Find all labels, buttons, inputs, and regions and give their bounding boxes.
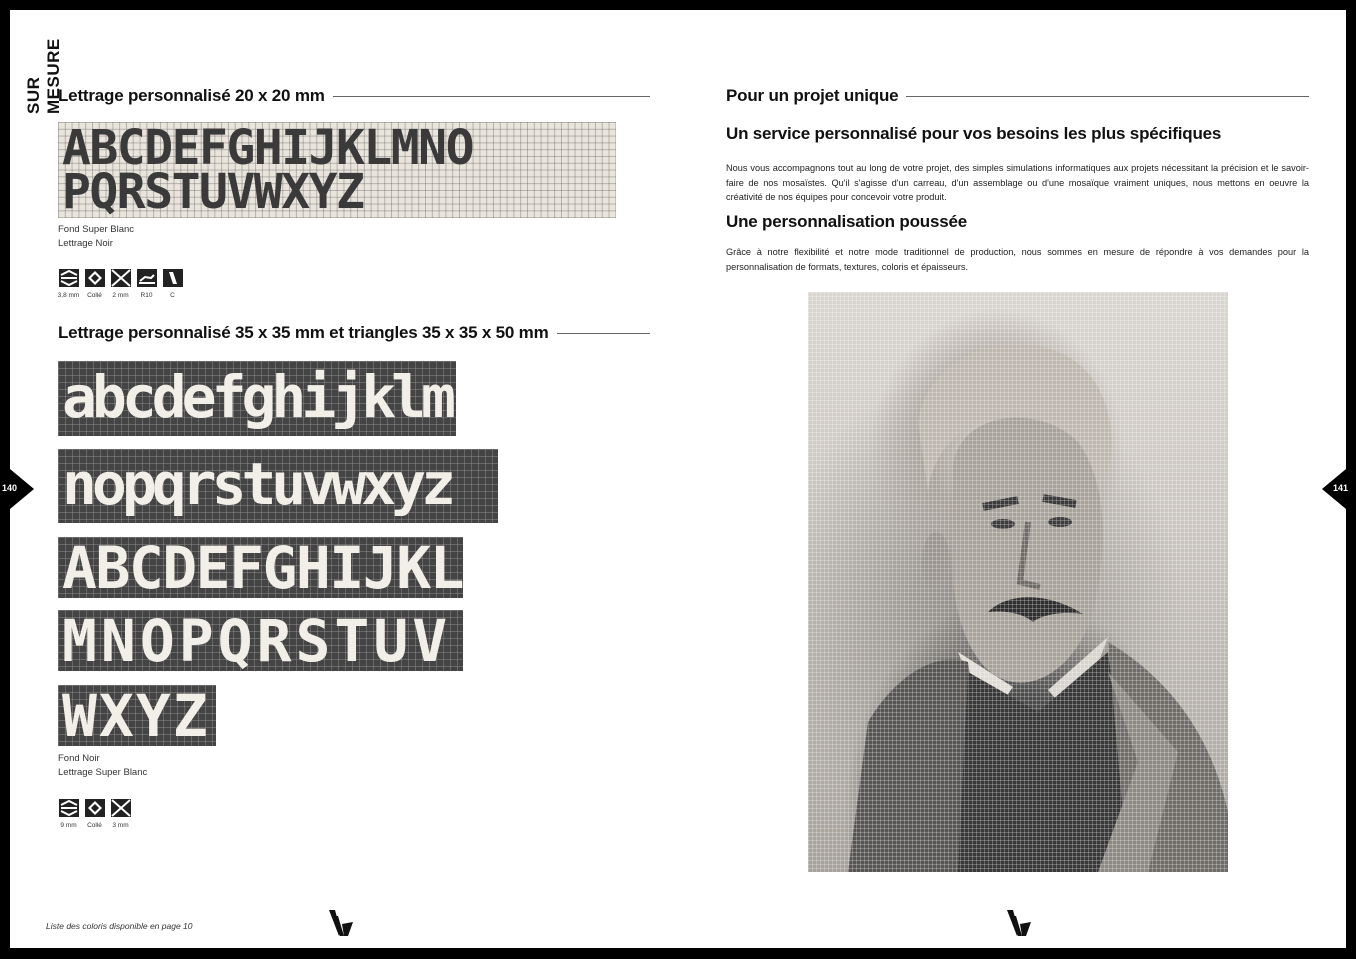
glued-icon: Collé bbox=[84, 269, 105, 299]
section2-heading bbox=[58, 323, 650, 343]
paragraph-service: Nous vous accompagnons tout au long de votre projet, des simples simulations informatiques aux projets nécessitant la précision et le savoir-faire de nos mosaïstes. Qu'il s'agisse d'un carreau, d'un assemblage ou d'une mosaïque vraiment uniques, nous mettons en oeuvre la créativité de nos équipes pour concevoir votre produit. bbox=[726, 163, 1309, 202]
brochure-spread bbox=[2, 10, 1348, 948]
caption-background: Fond Noir bbox=[58, 753, 100, 764]
left-page bbox=[2, 10, 678, 948]
caption-lettering: Lettrage Noir bbox=[58, 238, 113, 249]
mosaic-row: PQRSTUVWXYZ bbox=[62, 164, 364, 218]
mosaic-lowercase-n-z: nopqrstuvwxyz bbox=[58, 449, 498, 523]
heading-rule bbox=[906, 96, 1309, 97]
section1-caption bbox=[58, 223, 134, 251]
subtitle-service: Un service personnalisé pour vos besoins les plus spécifiques bbox=[726, 124, 1222, 143]
page-number: 141 bbox=[1332, 483, 1348, 493]
right-heading bbox=[726, 86, 1309, 106]
section1-title: Lettrage personnalisé 20 x 20 mm bbox=[58, 86, 325, 105]
joint-icon: 2 mm bbox=[110, 269, 131, 299]
frost-icon: C bbox=[162, 269, 183, 299]
paragraph-personalisation: Grâce à notre flexibilité et notre mode traditionnel de production, nous sommes en mesure de répondre à vos demandes pour la personnalisation de formats, textures, coloris et épaisseurs. bbox=[726, 247, 1309, 272]
joint-icon: 3 mm bbox=[110, 799, 131, 829]
mosaic-lowercase-a-m: abcdefghijklm bbox=[58, 361, 456, 436]
section1-icons bbox=[58, 269, 183, 299]
slip-resistance-icon: R10 bbox=[136, 269, 157, 299]
thickness-icon: 9 mm bbox=[58, 799, 79, 829]
page-number: 140 bbox=[2, 483, 18, 493]
thickness-icon: 3,8 mm bbox=[58, 269, 79, 299]
mosaic-portrait bbox=[808, 292, 1228, 872]
mosaic-uppercase-w-z: WXYZ bbox=[58, 685, 216, 746]
section2-caption bbox=[58, 752, 147, 780]
brand-logo bbox=[328, 908, 354, 938]
side-label: SUR MESURE bbox=[24, 38, 63, 114]
glued-icon: Collé bbox=[84, 799, 105, 829]
right-page bbox=[678, 10, 1346, 948]
mosaic-uppercase-a-l: ABCDEFGHIJKL bbox=[58, 537, 463, 598]
section2-title: Lettrage personnalisé 35 x 35 mm et triangles 35 x 35 x 50 mm bbox=[58, 323, 549, 342]
mosaic-row: ABCDEFGHIJKLMNO bbox=[62, 122, 473, 176]
heading-rule bbox=[333, 96, 650, 97]
heading-rule bbox=[557, 333, 651, 334]
portrait-image bbox=[808, 292, 1228, 872]
caption-background: Fond Super Blanc bbox=[58, 224, 135, 235]
mosaic-lettering-20mm bbox=[58, 122, 616, 218]
brand-logo bbox=[1006, 908, 1032, 938]
section1-heading bbox=[58, 86, 650, 106]
right-title: Pour un projet unique bbox=[726, 86, 899, 105]
footer-note: Liste des coloris disponible en page 10 bbox=[46, 921, 193, 931]
caption-lettering: Lettrage Super Blanc bbox=[58, 767, 148, 778]
mosaic-uppercase-m-v: MNOPQRSTUV bbox=[58, 610, 463, 671]
subtitle-personalisation: Une personnalisation poussée bbox=[726, 212, 967, 231]
section2-icons bbox=[58, 799, 131, 829]
